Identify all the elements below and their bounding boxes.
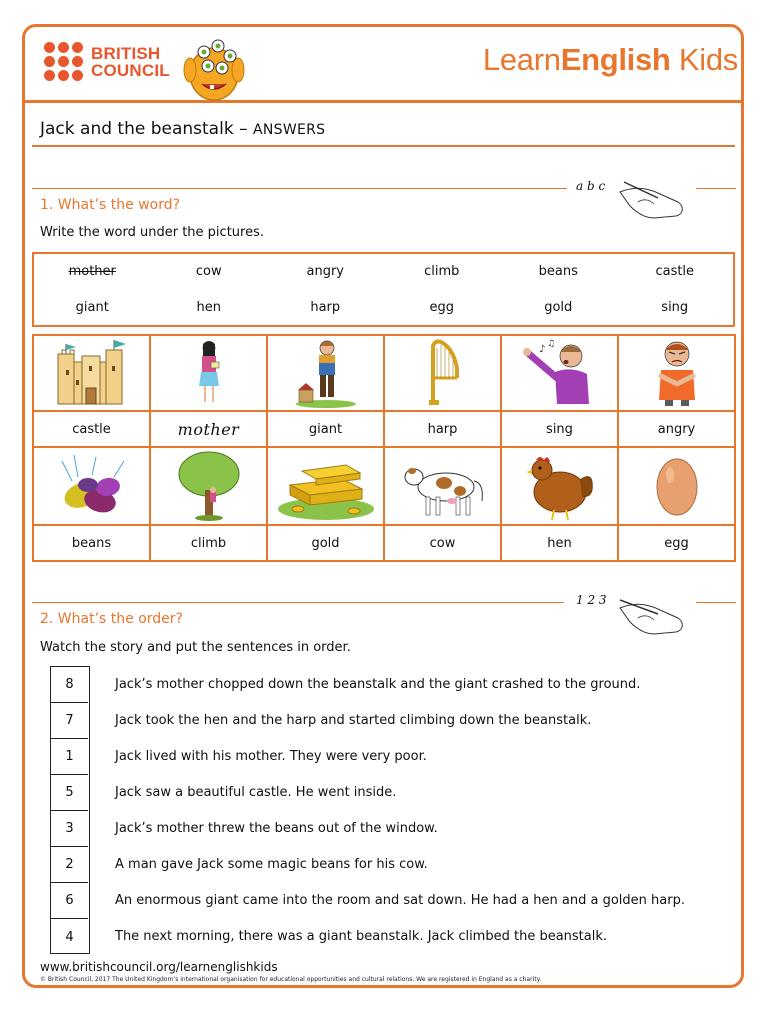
- section2-instruction: Watch the story and put the sentences in order.: [40, 640, 351, 655]
- order-number: 1: [51, 739, 88, 775]
- castle-icon: [52, 340, 132, 406]
- word-bank-item: beans: [538, 264, 578, 280]
- order-sentence: Jack took the hen and the harp and started climbing down the beanstalk.: [115, 713, 592, 728]
- section2-rule: [32, 602, 564, 603]
- svg-text:♪: ♪: [538, 344, 545, 355]
- picture-label: egg: [619, 526, 736, 562]
- order-number: 8: [51, 667, 88, 703]
- angry-icon: [647, 338, 707, 408]
- british-council-line1: BRITISH: [91, 43, 161, 63]
- title-underline: [32, 145, 735, 147]
- british-council-line2: COUNCIL: [91, 60, 170, 80]
- section1-instruction: Write the word under the pictures.: [40, 225, 264, 240]
- section1-rule: [32, 188, 567, 189]
- giant-icon: [293, 338, 359, 408]
- picture-label: hen: [502, 526, 619, 562]
- picture-label: angry: [619, 412, 736, 448]
- footer-url[interactable]: www.britishcouncil.org/learnenglishkids: [40, 960, 278, 974]
- order-sentence: The next morning, there was a giant beanstalk. Jack climbed the beanstalk.: [115, 929, 608, 944]
- word-bank-item: sing: [661, 299, 689, 315]
- picture-cell: [619, 448, 736, 526]
- sing-icon: [515, 338, 605, 408]
- picture-cell: [151, 448, 268, 526]
- word-bank-item: egg: [429, 299, 454, 315]
- svg-text:♫: ♫: [546, 339, 555, 349]
- order-number: 3: [51, 811, 88, 847]
- british-council-dots-icon: [44, 42, 83, 81]
- picture-grid: [32, 334, 736, 562]
- section2-heading: 2. What’s the order?: [40, 611, 183, 627]
- monster-mascot-icon: [176, 30, 252, 106]
- british-council-logo: [44, 42, 170, 81]
- word-bank-item: angry: [306, 264, 344, 280]
- word-bank: [32, 252, 735, 327]
- order-sentence: A man gave Jack some magic beans for his cow.: [115, 857, 428, 872]
- order-sentence: Jack saw a beautiful castle. He went inside.: [115, 785, 397, 800]
- logo-english: English: [560, 42, 671, 77]
- title-main: Jack and the beanstalk –: [40, 119, 253, 139]
- picture-label: climb: [151, 526, 268, 562]
- logo-kids: Kids: [678, 42, 738, 77]
- picture-cell: [34, 448, 151, 526]
- abc-decor: a b c: [576, 179, 606, 193]
- writing-hand-icon: [614, 588, 690, 640]
- picture-cell: [268, 336, 385, 412]
- logo-learn: Learn: [482, 42, 561, 77]
- picture-label: giant: [268, 412, 385, 448]
- word-bank-item: giant: [75, 299, 109, 315]
- writing-hand-icon: [614, 172, 690, 224]
- cow-icon: [398, 451, 488, 521]
- harp-icon: [423, 338, 463, 408]
- picture-cell: [619, 336, 736, 412]
- mother-icon: [189, 338, 229, 408]
- order-number-column: [50, 666, 90, 954]
- word-bank-item: harp: [310, 299, 341, 315]
- section1-heading: 1. What’s the word?: [40, 197, 181, 213]
- section2-rule-end: [696, 602, 736, 603]
- order-sentence: An enormous giant came into the room and sat down. He had a hen and a golden harp.: [115, 893, 685, 908]
- picture-cell: [268, 448, 385, 526]
- worksheet-title: [40, 119, 325, 139]
- word-bank-item: hen: [196, 299, 221, 315]
- gold-icon: [276, 451, 376, 521]
- word-bank-item: mother: [68, 264, 116, 280]
- word-bank-item: castle: [655, 264, 695, 280]
- picture-cell: [151, 336, 268, 412]
- numbers-decor: 1 2 3: [576, 593, 607, 607]
- word-bank-item: cow: [195, 264, 222, 280]
- order-sentence: Jack’s mother chopped down the beanstalk and the giant crashed to the ground.: [115, 677, 641, 692]
- picture-label: beans: [34, 526, 151, 562]
- header-divider: [25, 100, 741, 103]
- picture-cell: [502, 336, 619, 412]
- order-sentence: Jack lived with his mother. They were very poor.: [115, 749, 427, 764]
- picture-cell: [502, 448, 619, 526]
- word-bank-item: climb: [424, 264, 460, 280]
- climb-icon: [174, 450, 244, 522]
- hen-icon: [520, 450, 600, 522]
- beans-icon: [52, 451, 132, 521]
- footer-copyright: © British Council, 2017 The United Kingdom’s international organisation for educational opportunities and cultural relations. We are registered in England as a charity.: [40, 976, 542, 983]
- picture-cell: [385, 448, 502, 526]
- order-sentence: Jack’s mother threw the beans out of the window.: [115, 821, 438, 836]
- section1-rule-end: [696, 188, 736, 189]
- egg-icon: [652, 451, 702, 521]
- handwritten-answer: mother: [151, 412, 268, 448]
- picture-label: harp: [385, 412, 502, 448]
- learnenglish-kids-logo: [483, 42, 738, 78]
- order-number: 6: [51, 883, 88, 919]
- picture-label: sing: [502, 412, 619, 448]
- picture-label: gold: [268, 526, 385, 562]
- picture-cell: [34, 336, 151, 412]
- picture-cell: [385, 336, 502, 412]
- title-suffix: ANSWERS: [252, 122, 326, 138]
- picture-label: cow: [385, 526, 502, 562]
- order-number: 2: [51, 847, 88, 883]
- order-number: 4: [65, 929, 74, 945]
- order-number: 5: [51, 775, 88, 811]
- picture-label: castle: [34, 412, 151, 448]
- word-bank-item: gold: [544, 299, 573, 315]
- order-number: 7: [51, 703, 88, 739]
